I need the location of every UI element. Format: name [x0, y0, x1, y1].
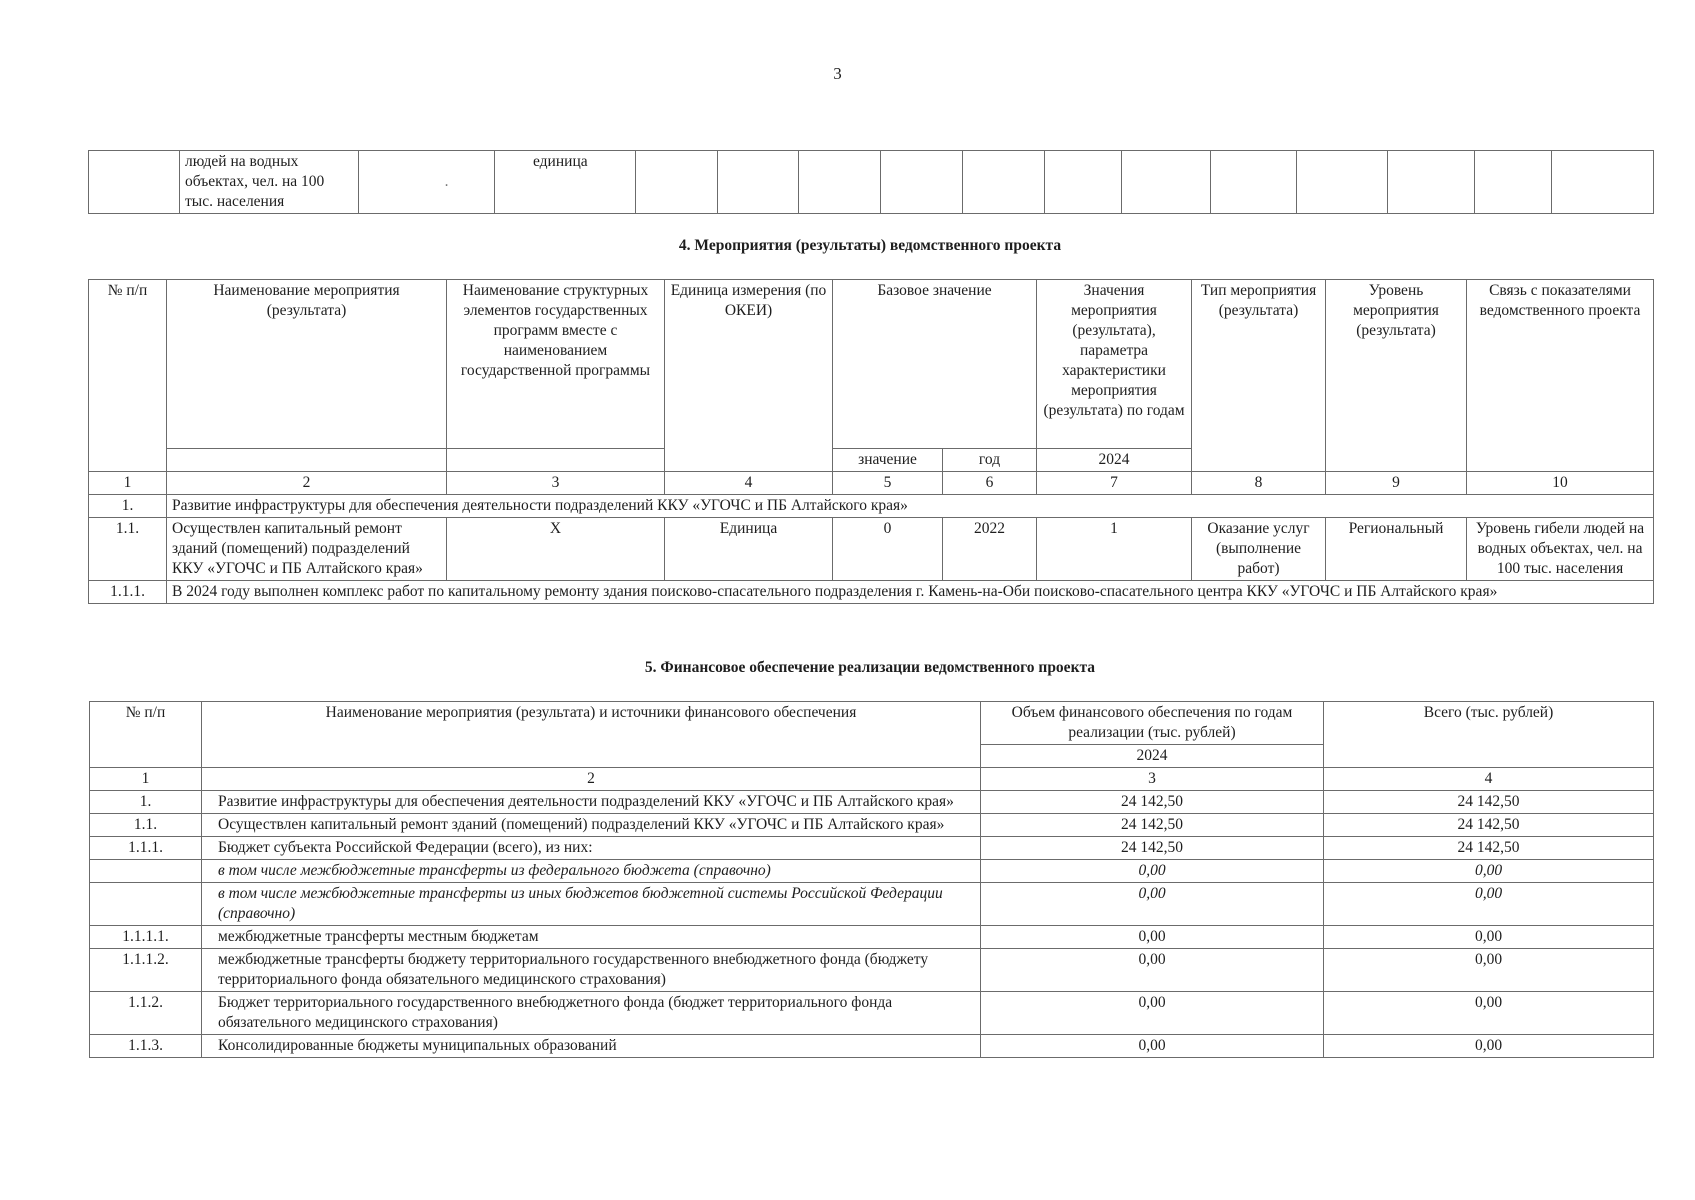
col-number: 2 — [202, 768, 981, 791]
row-2024: 0,00 — [981, 926, 1324, 949]
measure-base-value: 0 — [833, 518, 943, 581]
row-2024: 24 142,50 — [981, 814, 1324, 837]
row-num: 1.1. — [90, 814, 202, 837]
header-num: № п/п — [89, 280, 167, 472]
header-year: 2024 — [981, 745, 1324, 768]
header-row — [89, 280, 1654, 449]
col-number: 2 — [167, 472, 447, 495]
col-number: 1 — [90, 768, 202, 791]
row-name: в том числе межбюджетные трансферты из федерального бюджета (справочно) — [202, 860, 981, 883]
header-name: Наименование мероприятия (результата) и источники финансового обеспечения — [202, 702, 981, 768]
page-number: 3 — [833, 64, 842, 83]
table-cell — [1122, 151, 1211, 214]
header-year-2024: 2024 — [1037, 449, 1192, 472]
table-cell — [718, 151, 799, 214]
header-values: Значения мероприятия (результата), параметра характеристики мероприятия (результата) по годам — [1037, 280, 1192, 449]
row-num: 1. — [89, 495, 167, 518]
row-name: Бюджет территориального государственного внебюджетного фонда (бюджет территориального фонда обязательного медицинского страхования) — [202, 992, 981, 1035]
header-num: № п/п — [90, 702, 202, 768]
header-volume: Объем финансового обеспечения по годам реализации (тыс. рублей) — [981, 702, 1324, 745]
table-row — [89, 151, 1654, 214]
unit-cell: единица — [495, 151, 636, 214]
column-numbers-row — [90, 768, 1654, 791]
row-2024: 0,00 — [981, 949, 1324, 992]
col-number: 4 — [665, 472, 833, 495]
row-total: 0,00 — [1324, 992, 1654, 1035]
row-name: Консолидированные бюджеты муниципальных образований — [202, 1035, 981, 1058]
row-2024: 0,00 — [981, 883, 1324, 926]
row-total: 0,00 — [1324, 926, 1654, 949]
header-base: Базовое значение — [833, 280, 1037, 449]
header-row — [90, 702, 1654, 745]
measure-type: Оказание услуг (выполнение работ) — [1192, 518, 1326, 581]
table-cell — [963, 151, 1045, 214]
row-total: 24 142,50 — [1324, 837, 1654, 860]
row-name: межбюджетные трансферты местным бюджетам — [202, 926, 981, 949]
row-name: в том числе межбюджетные трансферты из иных бюджетов бюджетной системы Российской Федерации (справочно) — [202, 883, 981, 926]
row-num — [90, 883, 202, 926]
table-cell — [167, 449, 447, 472]
row-total: 0,00 — [1324, 860, 1654, 883]
table-row — [90, 791, 1654, 814]
indicator-name-cell: людей на водных объектах, чел. на 100 тыс. населения — [180, 151, 359, 214]
column-numbers-row — [89, 472, 1654, 495]
row-name: Бюджет субъекта Российской Федерации (всего), из них: — [202, 837, 981, 860]
col-number: 3 — [447, 472, 665, 495]
section4-title: 4. Мероприятия (результаты) ведомственного проекта — [678, 237, 1062, 254]
header-total: Всего (тыс. рублей) — [1324, 702, 1654, 768]
measure-base-year: 2022 — [943, 518, 1037, 581]
row-2024: 0,00 — [981, 1035, 1324, 1058]
measure-name: Осуществлен капитальный ремонт зданий (помещений) подразделений ККУ «УГОЧС и ПБ Алтайского края» — [167, 518, 447, 581]
table-cell — [359, 151, 495, 214]
header-base-value: значение — [833, 449, 943, 472]
header-base-year: год — [943, 449, 1037, 472]
row-total: 0,00 — [1324, 1035, 1654, 1058]
col-number: 9 — [1326, 472, 1467, 495]
row-total: 24 142,50 — [1324, 791, 1654, 814]
row-text: Развитие инфраструктуры для обеспечения деятельности подразделений ККУ «УГОЧС и ПБ Алтайского края» — [167, 495, 1654, 518]
table-row — [90, 860, 1654, 883]
row-name: Развитие инфраструктуры для обеспечения деятельности подразделений ККУ «УГОЧС и ПБ Алтайского края» — [202, 791, 981, 814]
measure-unit: Единица — [665, 518, 833, 581]
row-total: 0,00 — [1324, 949, 1654, 992]
section5-title: 5. Финансовое обеспечение реализации ведомственного проекта — [644, 659, 1096, 676]
measure-value-2024: 1 — [1037, 518, 1192, 581]
measures-table — [88, 279, 1654, 604]
measure-link: Уровень гибели людей на водных объектах, чел. на 100 тыс. населения — [1467, 518, 1654, 581]
row-num: 1.1.1.1. — [90, 926, 202, 949]
col-number: 5 — [833, 472, 943, 495]
finance-table — [89, 701, 1654, 1058]
row-2024: 24 142,50 — [981, 837, 1324, 860]
col-number: 6 — [943, 472, 1037, 495]
row-2024: 24 142,50 — [981, 791, 1324, 814]
header-struct: Наименование структурных элементов государственных программ вместе с наименованием государственной программы — [447, 280, 665, 449]
header-link: Связь с показателями ведомственного проекта — [1467, 280, 1654, 472]
table-cell — [636, 151, 718, 214]
col-number: 10 — [1467, 472, 1654, 495]
table-cell — [1475, 151, 1552, 214]
table-cell — [1211, 151, 1297, 214]
table-row — [89, 495, 1654, 518]
row-total: 0,00 — [1324, 883, 1654, 926]
row-num: 1.1.2. — [90, 992, 202, 1035]
measure-level: Региональный — [1326, 518, 1467, 581]
row-2024: 0,00 — [981, 992, 1324, 1035]
row-num: 1.1.1.2. — [90, 949, 202, 992]
measure-struct: Х — [447, 518, 665, 581]
table-cell — [1388, 151, 1475, 214]
table-row — [89, 518, 1654, 581]
table-row — [90, 992, 1654, 1035]
row-name: межбюджетные трансферты бюджету территориального государственного внебюджетного фонда (бюджету территориального фонда обязательного медицинского страхования) — [202, 949, 981, 992]
header-name: Наименование мероприятия (результата) — [167, 280, 447, 449]
dot-mark: . — [444, 173, 449, 190]
table-cell — [89, 151, 180, 214]
row-num: 1.1. — [89, 518, 167, 581]
table-row — [89, 581, 1654, 604]
table-cell — [799, 151, 881, 214]
header-type: Тип мероприятия (результата) — [1192, 280, 1326, 472]
table-cell — [447, 449, 665, 472]
col-number: 7 — [1037, 472, 1192, 495]
col-number: 4 — [1324, 768, 1654, 791]
row-num: 1.1.3. — [90, 1035, 202, 1058]
indicators-table-continuation — [88, 150, 1654, 214]
col-number: 8 — [1192, 472, 1326, 495]
row-name: Осуществлен капитальный ремонт зданий (помещений) подразделений ККУ «УГОЧС и ПБ Алтайского края» — [202, 814, 981, 837]
row-2024: 0,00 — [981, 860, 1324, 883]
table-cell — [1297, 151, 1388, 214]
table-row — [90, 1035, 1654, 1058]
header-unit: Единица измерения (по ОКЕИ) — [665, 280, 833, 472]
table-row — [90, 926, 1654, 949]
table-row — [90, 814, 1654, 837]
table-row — [90, 883, 1654, 926]
table-cell — [1552, 151, 1654, 214]
row-total: 24 142,50 — [1324, 814, 1654, 837]
table-cell — [1045, 151, 1122, 214]
row-num: 1.1.1. — [89, 581, 167, 604]
header-level: Уровень мероприятия (результата) — [1326, 280, 1467, 472]
table-row — [90, 837, 1654, 860]
table-row — [90, 949, 1654, 992]
col-number: 1 — [89, 472, 167, 495]
row-text: В 2024 году выполнен комплекс работ по капитальному ремонту здания поисково-спасательного подразделения г. Камень-на-Оби поисково-спасательного центра ККУ «УГОЧС и ПБ Алтайского края» — [167, 581, 1654, 604]
row-num: 1. — [90, 791, 202, 814]
col-number: 3 — [981, 768, 1324, 791]
table-cell — [881, 151, 963, 214]
row-num — [90, 860, 202, 883]
row-num: 1.1.1. — [90, 837, 202, 860]
